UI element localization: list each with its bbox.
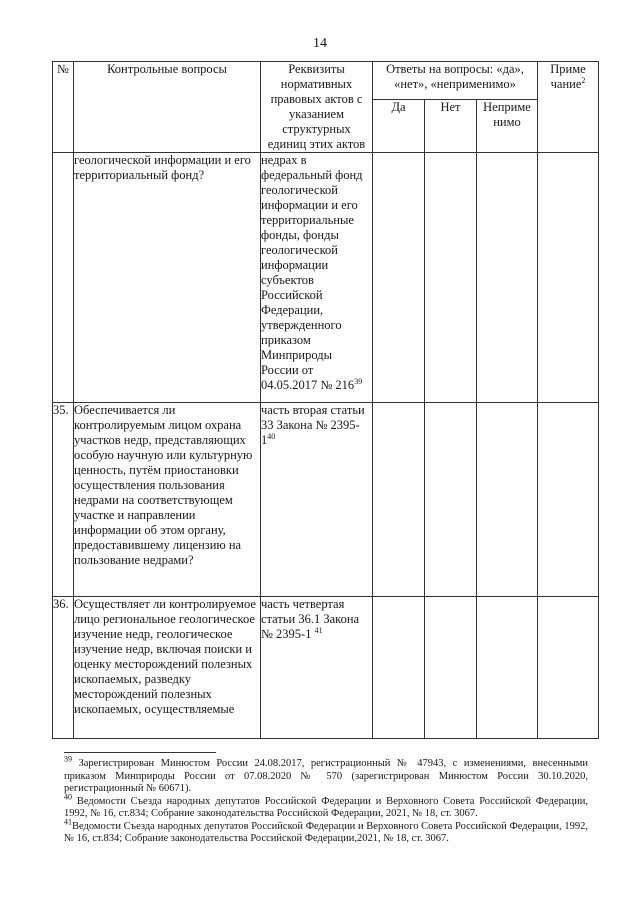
row-number	[53, 153, 74, 403]
table-row	[53, 597, 599, 739]
header-answers: Ответы на вопросы: «да», «нет», «неприменимо»	[373, 62, 538, 100]
control-questions-table	[52, 61, 599, 739]
footnote-ref: 41	[314, 625, 323, 635]
header-num: №	[53, 62, 74, 153]
answer-na-cell	[477, 597, 538, 739]
footnote: $^{39}$ Зарегистрирован Минюстом России 24.08.2017, регистрационный № 47943, с изменениями, внесенными приказом Минприроды России от 07.08.2020 № 570 (зарегистрирован Минюстом России 30.10.2020, регистрационный № 60671).	[64, 754, 589, 794]
header-questions: Контрольные вопросы	[74, 62, 261, 153]
header-not-applicable: Неприме нимо	[477, 100, 538, 153]
footnote-ref: 39	[354, 376, 363, 386]
footnote-divider	[64, 752, 216, 753]
answer-na-cell	[477, 403, 538, 597]
row-question: Обеспечивается ли контролируемым лицом охрана участков недр, представляющих особую научную или культурную ценность, путём приостановки осуществления пользования недрами на соответствующем участке и направлении информации об этом органу, предоставившему лицензию на пользование недрами?	[74, 403, 261, 597]
note-cell	[538, 153, 599, 403]
answer-no-cell	[425, 597, 477, 739]
row-requisites: часть четвертая статьи 36.1 Закона № 2395-1 $^{41}$	[261, 597, 373, 739]
footnotes	[64, 754, 589, 846]
header-requisites: Реквизиты нормативных правовых актов с указанием структурных единиц этих актов	[261, 62, 373, 153]
footnote: $^{40}$ Ведомости Съезда народных депутатов Российской Федерации и Верховного Совета Российской Федерации, 1992, № 16, ст.834; Собрание законодательства Российской Федерации, 2021, № 18, ст. 3067.	[64, 792, 588, 819]
page-number: 14	[313, 36, 327, 51]
answer-no-cell	[425, 153, 477, 403]
answer-na-cell	[477, 153, 538, 403]
answer-no-cell	[425, 403, 477, 597]
table-row	[53, 153, 599, 403]
answer-yes-cell	[373, 153, 425, 403]
footnote: $^{41}$Ведомости Съезда народных депутатов Российской Федерации и Верховного Совета Российской Федерации, 1992, № 16, ст.834; Собрание законодательства Российской Федерации,2021, № 18, ст. 3067.	[64, 817, 588, 844]
header-no: Нет	[425, 100, 477, 153]
header-note: Приме чание$^2$	[538, 62, 599, 153]
header-yes: Да	[373, 100, 425, 153]
table-row	[53, 403, 599, 597]
row-question: геологической информации и его территориальный фонд?	[74, 153, 261, 403]
row-number: 36.	[53, 597, 74, 739]
answer-yes-cell	[373, 597, 425, 739]
header-row-1	[53, 62, 599, 100]
footnote-ref: 40	[267, 431, 276, 441]
answer-yes-cell	[373, 403, 425, 597]
note-cell	[538, 403, 599, 597]
row-question: Осуществляет ли контролируемое лицо региональное геологическое изучение недр, геологическое изучение недр, включая поиски и оценку месторождений полезных ископаемых, разведку месторождений полезных ископаемых, осуществляемые	[74, 597, 261, 739]
note-cell	[538, 597, 599, 739]
row-number: 35.	[53, 403, 74, 597]
row-requisites: недрах в федеральный фонд геологической информации и его территориальные фонды, фонды геологической информации субъектов Российской Федерации, утвержденного приказом Минприроды России от 04.05.2017 № $216^{39}$	[261, 153, 373, 403]
row-requisites: часть вторая статьи 33 Закона № $2395-1^{40}$	[261, 403, 373, 597]
